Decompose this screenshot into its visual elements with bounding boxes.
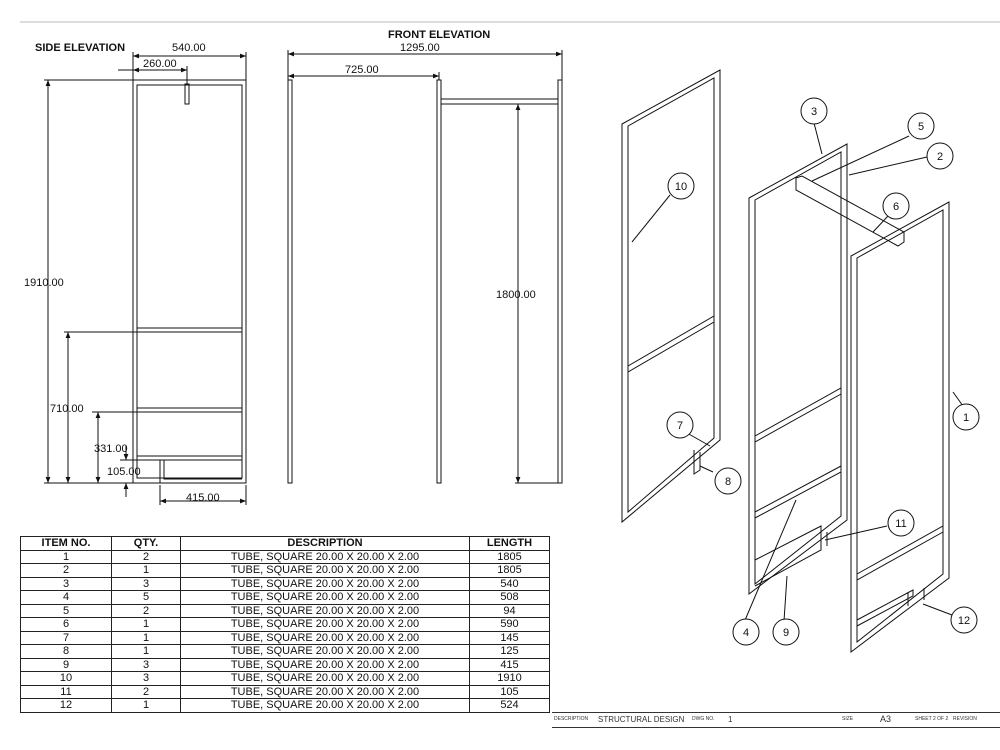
bom-row (21, 618, 550, 632)
front-elevation-view (288, 29, 562, 483)
front-right-post (558, 80, 562, 483)
bom-header-length: LENGTH (470, 537, 550, 551)
balloon-8 (715, 468, 741, 494)
bom-cell-qty: 1 (112, 564, 181, 578)
svg-text:11: 11 (895, 518, 907, 530)
bom-cell-description: TUBE, SQUARE 20.00 X 20.00 X 2.00 (181, 645, 470, 659)
bom-row (21, 658, 550, 672)
balloon-2 (927, 143, 953, 169)
bom-cell-length: 1805 (470, 564, 550, 578)
title-dwg-label: DWG NO. (692, 716, 715, 722)
bom-cell-qty: 3 (112, 577, 181, 591)
balloon-5 (908, 113, 934, 139)
svg-text:8: 8 (724, 476, 732, 488)
balloon-6 (883, 193, 909, 219)
bom-header-description: DESCRIPTION (181, 537, 470, 551)
svg-text:10: 10 (674, 181, 688, 193)
bom-cell-description: TUBE, SQUARE 20.00 X 20.00 X 2.00 (181, 658, 470, 672)
bom-cell-qty: 1 (112, 699, 181, 713)
bom-cell-length: 105 (470, 685, 550, 699)
bom-header-qty: QTY. (112, 537, 181, 551)
dim-540: 540.00 (172, 42, 206, 54)
bom-cell-item-no: 11 (21, 685, 112, 699)
front-middle-post (437, 80, 441, 483)
svg-text:6: 6 (892, 201, 900, 213)
svg-text:2: 2 (936, 151, 944, 163)
bom-cell-qty: 3 (112, 658, 181, 672)
bom-cell-length: 540 (470, 577, 550, 591)
bom-row (21, 577, 550, 591)
balloon-3 (801, 98, 827, 124)
side-shelf-lower (137, 456, 242, 460)
front-top-bar (441, 99, 558, 104)
title-size-label: SIZE (842, 716, 854, 722)
bom-row (21, 550, 550, 564)
bom-cell-qty: 1 (112, 631, 181, 645)
bom-cell-description: TUBE, SQUARE 20.00 X 20.00 X 2.00 (181, 577, 470, 591)
bom-cell-description: TUBE, SQUARE 20.00 X 20.00 X 2.00 (181, 604, 470, 618)
bom-row (21, 604, 550, 618)
bom-cell-length: 508 (470, 591, 550, 605)
dim-710: 710.00 (50, 403, 84, 415)
balloon-4 (733, 619, 759, 645)
iso-panel-middle (749, 144, 847, 594)
iso-panel-left (622, 70, 720, 522)
balloon-9 (773, 619, 799, 645)
svg-text:5: 5 (917, 121, 925, 133)
bom-cell-item-no: 8 (21, 645, 112, 659)
dim-331: 331.00 (94, 443, 128, 455)
dim-1800: 1800.00 (496, 289, 536, 301)
bom-cell-item-no: 1 (21, 550, 112, 564)
title-block (552, 712, 1000, 728)
side-foot (160, 460, 242, 483)
bom-row (21, 564, 550, 578)
side-shelf-upper (137, 328, 242, 332)
bom-row (21, 685, 550, 699)
bom-header-item-no: ITEM NO. (21, 537, 112, 551)
bom-row (21, 591, 550, 605)
title-desc-label: DESCRIPTION (554, 716, 589, 722)
bom-cell-qty: 1 (112, 618, 181, 632)
isometric-view (622, 70, 979, 652)
bom-cell-length: 145 (470, 631, 550, 645)
svg-text:3: 3 (810, 106, 818, 118)
side-frame-outer (133, 80, 246, 483)
bom-row (21, 645, 550, 659)
bom-row (21, 631, 550, 645)
bom-cell-item-no: 10 (21, 672, 112, 686)
title-desc-value: STRUCTURAL DESIGN (598, 715, 685, 724)
bom-body (21, 550, 550, 712)
bom-cell-item-no: 4 (21, 591, 112, 605)
svg-text:12: 12 (957, 615, 971, 627)
bill-of-materials-table (20, 536, 550, 713)
bom-cell-item-no: 5 (21, 604, 112, 618)
bom-cell-qty: 5 (112, 591, 181, 605)
side-top-stub (185, 84, 189, 104)
dim-1910: 1910.00 (24, 277, 64, 289)
title-sheet: SHEET 2 OF 2 (915, 716, 949, 722)
dim-260: 260.00 (143, 58, 177, 70)
svg-text:7: 7 (676, 420, 684, 432)
bom-cell-length: 415 (470, 658, 550, 672)
title-rev-label: REVISION (953, 716, 977, 722)
side-shelf-middle (137, 408, 242, 412)
bom-cell-length: 1805 (470, 550, 550, 564)
dim-105: 105.00 (107, 466, 141, 478)
side-elevation-view (24, 42, 246, 505)
bom-cell-item-no: 3 (21, 577, 112, 591)
iso-panel-right (851, 202, 949, 652)
bom-row (21, 699, 550, 713)
svg-text:1: 1 (962, 412, 970, 424)
bom-cell-item-no: 12 (21, 699, 112, 713)
dim-725: 725.00 (345, 64, 379, 76)
bom-cell-length: 590 (470, 618, 550, 632)
front-elevation-title: FRONT ELEVATION (388, 29, 491, 41)
dim-415: 415.00 (186, 492, 220, 504)
bom-cell-description: TUBE, SQUARE 20.00 X 20.00 X 2.00 (181, 564, 470, 578)
svg-text:9: 9 (782, 627, 790, 639)
bom-cell-item-no: 6 (21, 618, 112, 632)
dim-1295: 1295.00 (400, 42, 440, 54)
bom-cell-description: TUBE, SQUARE 20.00 X 20.00 X 2.00 (181, 672, 470, 686)
bom-cell-item-no: 7 (21, 631, 112, 645)
svg-text:4: 4 (742, 627, 750, 639)
title-size-value: A3 (880, 714, 892, 724)
bom-row (21, 672, 550, 686)
side-elevation-title: SIDE ELEVATION (35, 42, 126, 54)
bom-cell-qty: 2 (112, 604, 181, 618)
front-left-post (288, 80, 292, 483)
bom-cell-qty: 1 (112, 645, 181, 659)
bom-cell-length: 125 (470, 645, 550, 659)
bom-cell-qty: 2 (112, 550, 181, 564)
bom-cell-length: 94 (470, 604, 550, 618)
bom-cell-description: TUBE, SQUARE 20.00 X 20.00 X 2.00 (181, 685, 470, 699)
bom-cell-item-no: 9 (21, 658, 112, 672)
balloon-10 (668, 173, 694, 199)
bom-cell-length: 524 (470, 699, 550, 713)
title-dwg-value: 1 (728, 715, 733, 724)
bom-cell-description: TUBE, SQUARE 20.00 X 20.00 X 2.00 (181, 631, 470, 645)
bom-cell-qty: 3 (112, 672, 181, 686)
side-frame-inner (137, 85, 242, 478)
bom-cell-qty: 2 (112, 685, 181, 699)
bom-cell-length: 1910 (470, 672, 550, 686)
bom-cell-description: TUBE, SQUARE 20.00 X 20.00 X 2.00 (181, 618, 470, 632)
bom-cell-description: TUBE, SQUARE 20.00 X 20.00 X 2.00 (181, 591, 470, 605)
bom-cell-item-no: 2 (21, 564, 112, 578)
balloon-1 (953, 404, 979, 430)
bom-cell-description: TUBE, SQUARE 20.00 X 20.00 X 2.00 (181, 550, 470, 564)
bom-cell-description: TUBE, SQUARE 20.00 X 20.00 X 2.00 (181, 699, 470, 713)
bom-header-row (21, 537, 550, 551)
balloon-12 (951, 607, 977, 633)
balloon-7 (667, 412, 693, 438)
balloon-11 (888, 510, 914, 536)
